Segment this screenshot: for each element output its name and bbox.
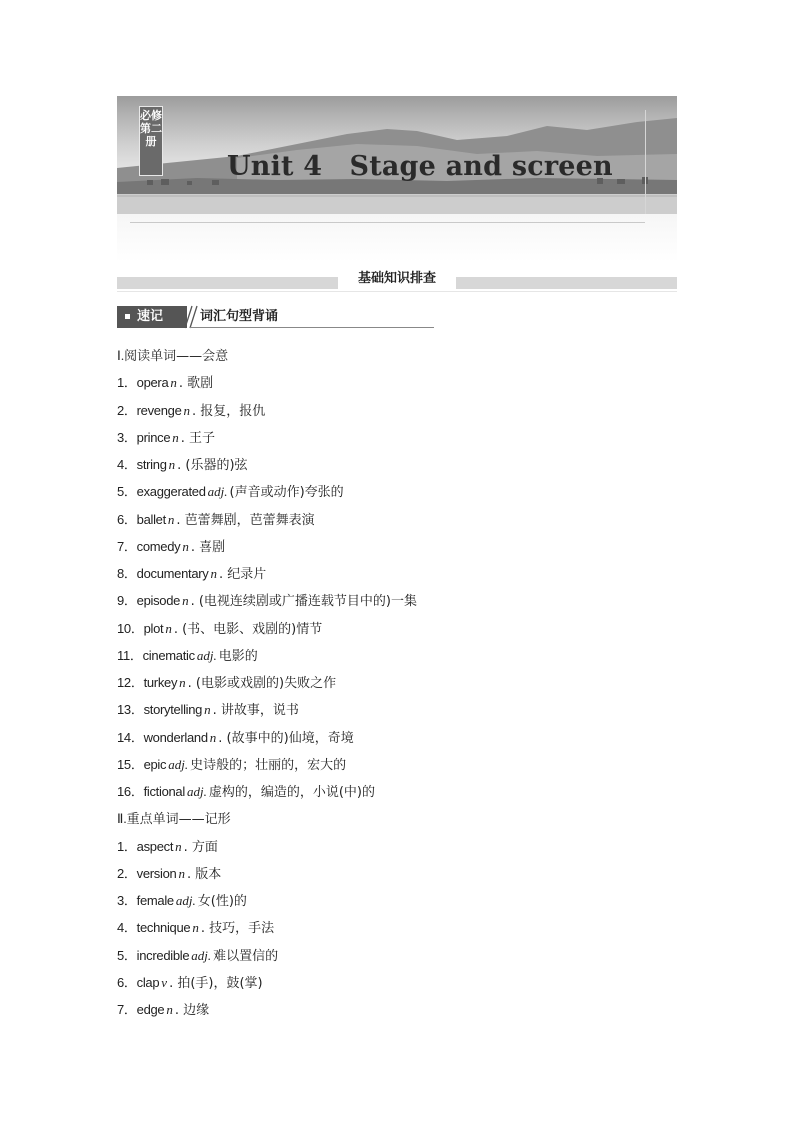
vocab-item-word: episode	[136, 593, 181, 609]
vocab-item-part-of-speech: n	[168, 457, 176, 472]
vocab-item	[117, 369, 677, 396]
vocab-item-number: 15．	[117, 756, 144, 772]
vocab-item	[117, 506, 677, 533]
vocab-item-word: turkey	[143, 675, 178, 690]
vocab-item-word: opera	[136, 375, 169, 391]
vocab-item-word: exaggerated	[136, 484, 206, 500]
vocab-item-word: aspect	[136, 838, 174, 854]
vocab-item-part-of-speech: n	[204, 702, 211, 718]
vocab-item-part-of-speech: n	[182, 593, 189, 609]
vocab-item-word: plot	[143, 620, 164, 636]
vocab-item-part-of-speech: n	[210, 566, 217, 581]
section-divider	[117, 291, 677, 292]
vocab-item-number: 4．	[117, 920, 137, 936]
vocab-item	[117, 533, 677, 560]
vocab-item-word: revenge	[136, 402, 182, 418]
vocab-item-word: ballet	[136, 511, 166, 527]
vocab-item	[117, 833, 677, 860]
vocab-item	[117, 778, 677, 805]
vocab-item-definition: . (故事中的)仙境，奇境	[218, 730, 354, 746]
vocab-item-definition: . 边缘	[174, 1003, 210, 1018]
group-heading-text: 重点单词——记形	[126, 812, 231, 828]
section-title: 基础知识排查	[338, 268, 456, 290]
vocab-item-definition: . 版本	[186, 866, 222, 882]
vocab-item-part-of-speech: n	[182, 538, 189, 554]
vocab-item-number: 9．	[117, 593, 137, 609]
vocab-item-definition: . 方面	[183, 839, 218, 855]
vocab-item-definition: . (电影或戏剧的)失败之作	[187, 676, 337, 691]
vocab-item-word: edge	[136, 1002, 165, 1017]
vocab-item	[117, 669, 677, 696]
vocab-item-number: 10．	[117, 620, 144, 636]
group-heading	[117, 805, 677, 832]
vocab-item-word: technique	[136, 920, 191, 936]
vocab-item	[117, 642, 677, 669]
vocab-item-number: 12．	[117, 675, 144, 690]
vocab-item-definition: 女(性)的	[197, 894, 247, 909]
vocab-item	[117, 860, 677, 887]
vocab-item-part-of-speech: n	[183, 402, 191, 418]
vocab-item	[117, 560, 677, 587]
vocab-item-part-of-speech: n	[165, 620, 172, 636]
vocab-item	[117, 996, 677, 1023]
vocab-item-part-of-speech: n	[170, 375, 177, 391]
double-slash-icon	[183, 305, 199, 329]
vocab-item-word: version	[136, 865, 177, 881]
vocab-item	[117, 451, 677, 478]
subsection-title: 词汇句型背诵	[200, 309, 279, 324]
vocab-item-number: 14．	[117, 729, 144, 745]
vocab-item-word: wonderland	[143, 729, 208, 745]
vocab-item-part-of-speech: adj.	[191, 947, 212, 963]
vocab-item	[117, 424, 677, 451]
group-heading-numeral: Ⅱ.	[117, 811, 127, 827]
group-heading	[117, 342, 677, 369]
vocab-item-part-of-speech: n	[209, 729, 217, 745]
vocab-item-part-of-speech: adj.	[175, 893, 196, 908]
vocab-item-part-of-speech: v	[161, 974, 168, 990]
vocab-item-number: 11．	[117, 647, 143, 663]
banner-divider	[130, 222, 645, 223]
vocab-item-word: documentary	[136, 566, 209, 581]
vocab-item	[117, 478, 677, 505]
vocab-item-definition: . (电视连续剧或广播连载节目中的)一集	[190, 594, 418, 610]
vocab-item-part-of-speech: adj.	[186, 784, 207, 799]
vocab-item-definition: . 芭蕾舞剧，芭蕾舞表演	[176, 512, 315, 528]
vocab-item-word: cinematic	[142, 647, 195, 663]
vocab-item-number: 2．	[117, 865, 137, 881]
vocab-item	[117, 615, 677, 642]
vocab-item-part-of-speech: n	[179, 675, 186, 690]
group-heading-numeral: Ⅰ.	[117, 348, 125, 363]
vocab-item	[117, 397, 677, 424]
vocab-item-number: 1．	[117, 838, 137, 854]
vocab-item-word: storytelling	[143, 702, 203, 718]
vocab-item-part-of-speech: adj.	[207, 484, 228, 500]
vocab-item-number: 3．	[117, 429, 137, 445]
subsection-tag-label: 速记	[137, 309, 164, 324]
vocab-item-number: 8．	[117, 566, 137, 581]
vocab-item	[117, 696, 677, 723]
vocab-item-definition: 史诗般的；壮丽的，宏大的	[190, 757, 347, 773]
vocab-item-word: prince	[136, 429, 171, 445]
banner-frame	[645, 110, 646, 222]
vocab-item-number: 2．	[117, 402, 137, 418]
vocab-item-number: 5．	[117, 484, 137, 500]
vocab-item	[117, 724, 677, 751]
vocab-item-number: 16．	[117, 784, 144, 799]
vocab-item-part-of-speech: adj.	[196, 647, 217, 663]
vocabulary-list	[117, 342, 677, 1023]
vocab-item-definition: 难以置信的	[213, 948, 279, 964]
vocab-item-definition: . 报复，报仇	[192, 403, 266, 419]
vocab-item-part-of-speech: n	[167, 511, 175, 527]
vocab-item-word: clap	[136, 974, 160, 990]
vocab-item	[117, 587, 677, 614]
vocab-item-word: string	[136, 457, 167, 472]
vocab-item-word: fictional	[143, 784, 185, 799]
vocab-item-definition: . 技巧，手法	[200, 921, 275, 937]
vocab-item-definition: . 歌剧	[178, 376, 214, 392]
subsection-tag	[117, 306, 187, 328]
vocab-item	[117, 942, 677, 969]
vocab-item	[117, 969, 677, 996]
subsection-underline	[190, 327, 434, 328]
vocab-item-definition: . (书、电影、戏剧的)情节	[173, 621, 323, 637]
vocab-item-number: 3．	[117, 893, 137, 908]
vocab-item-definition: . 讲故事，说书	[212, 703, 299, 719]
vocab-item-definition: 电影的	[218, 648, 258, 664]
vocab-item-number: 7．	[117, 1002, 137, 1017]
vocab-item-number: 5．	[117, 947, 137, 963]
vocab-item	[117, 914, 677, 941]
vocab-item-part-of-speech: adj.	[168, 756, 189, 772]
vocab-item-word: incredible	[136, 947, 190, 963]
unit-banner	[117, 96, 677, 214]
vocab-item-word: comedy	[136, 538, 181, 554]
vocab-item	[117, 751, 677, 778]
unit-title: Unit 4 Stage and screen	[227, 151, 613, 182]
vocab-item-number: 7．	[117, 538, 137, 554]
vocab-item-part-of-speech: n	[175, 838, 182, 854]
vocab-item-number: 4．	[117, 457, 137, 472]
vocab-item-number: 6．	[117, 511, 137, 527]
volume-badge-text: 必修第二册	[140, 109, 162, 148]
volume-badge	[139, 106, 163, 176]
vocab-item-number: 13．	[117, 702, 144, 718]
vocab-item-definition: . 拍(手)，鼓(掌)	[169, 975, 263, 991]
vocab-item-part-of-speech: n	[178, 865, 185, 881]
vocab-item-definition: (声音或动作)夸张的	[229, 485, 344, 501]
vocab-item-word: epic	[143, 756, 167, 772]
vocab-item-number: 6．	[117, 974, 137, 990]
vocab-item-definition: . 纪录片	[219, 567, 267, 582]
vocab-item-definition: . (乐器的)弦	[177, 458, 248, 473]
square-bullet-icon	[125, 314, 130, 319]
vocab-item-definition: 虚构的，编造的，小说(中)的	[208, 785, 375, 800]
vocab-item-number: 1．	[117, 375, 137, 391]
vocab-item-part-of-speech: n	[166, 1002, 173, 1017]
vocab-item-part-of-speech: n	[192, 920, 199, 936]
group-heading-text: 阅读单词——会意	[124, 349, 229, 364]
vocab-item-definition: . 王子	[180, 430, 216, 446]
vocab-item-part-of-speech: n	[172, 429, 179, 445]
vocab-item-definition: . 喜剧	[190, 539, 226, 555]
vocab-item-word: female	[136, 893, 174, 908]
vocab-item	[117, 887, 677, 914]
